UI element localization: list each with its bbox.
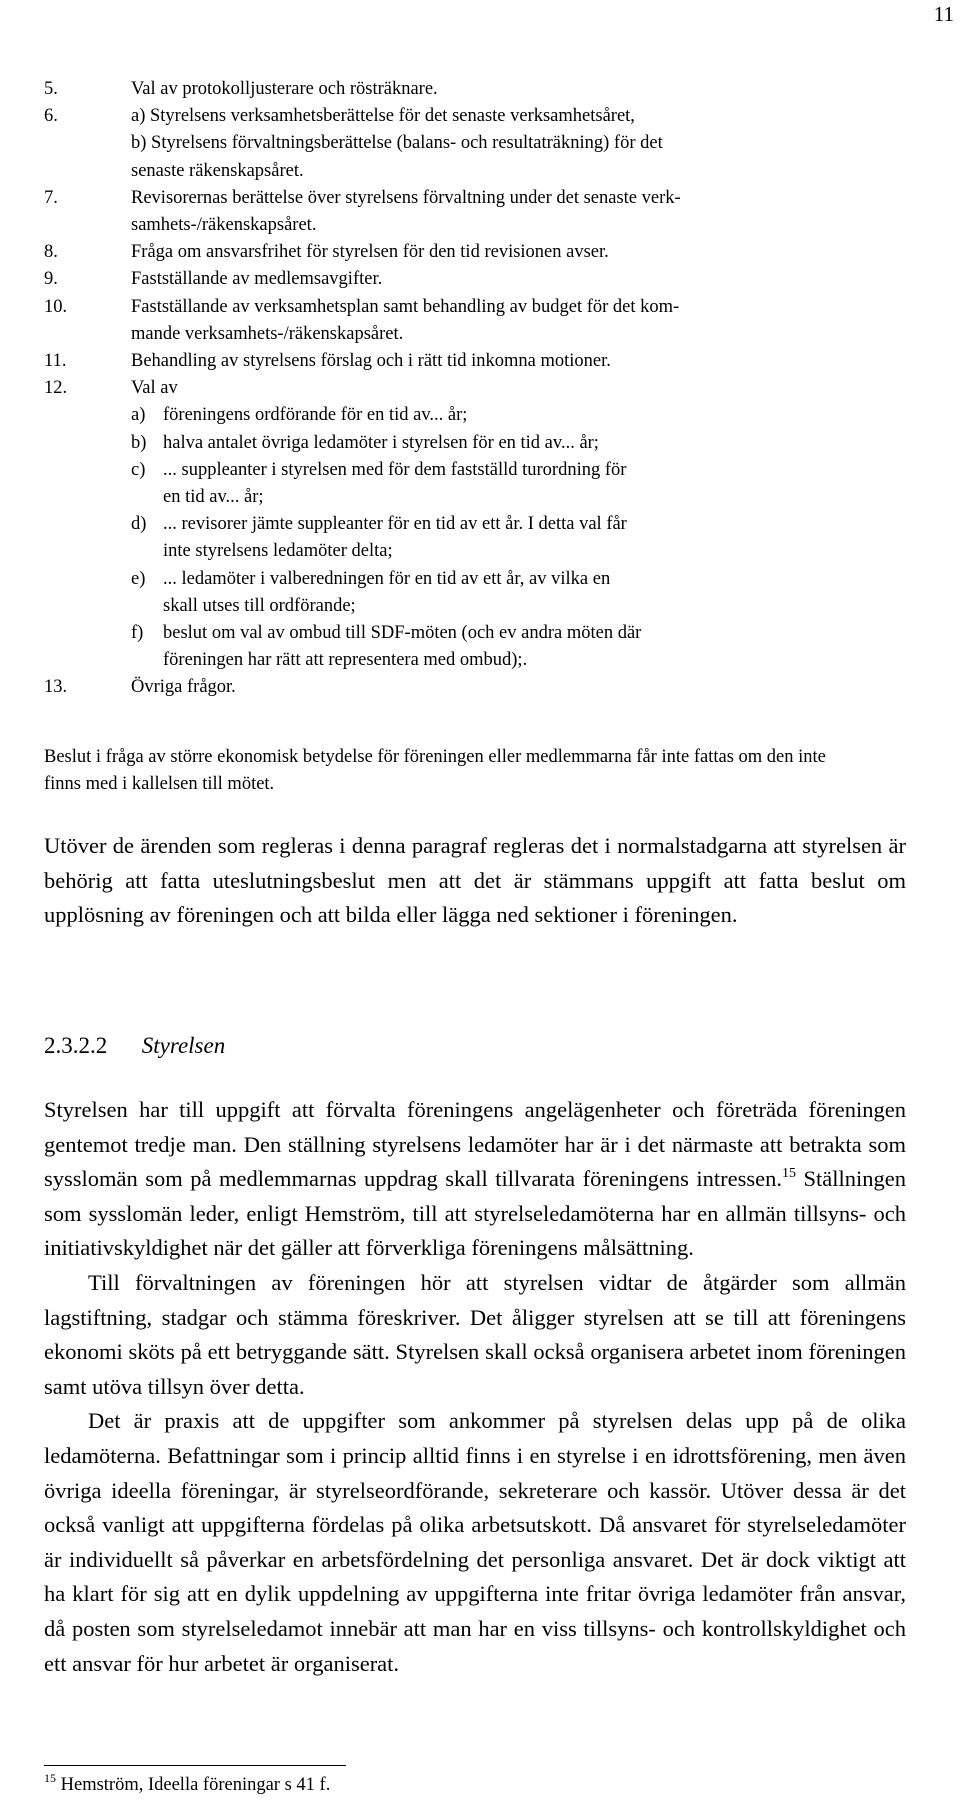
election-item (131, 402, 884, 429)
election-item-line: skall utses till ordförande; (163, 595, 356, 616)
election-item-letter: c) (131, 459, 146, 480)
election-item-text (163, 511, 884, 565)
agenda-item-number: 12. (44, 378, 68, 399)
agenda-item-line: a) Styrelsens verksamhetsberättelse för det senaste verksamhetsåret, (131, 106, 635, 127)
footnote-text: Hemström, Ideella föreningar s 41 f. (60, 1775, 331, 1795)
election-item (131, 566, 884, 620)
election-item-text: halva antalet övriga ledamöter i styrelsen för en tid av... år; (163, 432, 599, 453)
election-item-line: föreningen har rätt att representera med ombud);. (163, 650, 528, 671)
election-item (131, 457, 884, 511)
agenda-item-text (131, 185, 884, 239)
election-item-text (163, 457, 884, 511)
election-item-letter: d) (131, 514, 147, 535)
agenda-item-text (131, 375, 884, 674)
agenda-item (44, 294, 884, 348)
agenda-item-number: 10. (44, 296, 68, 317)
agenda-item-number: 7. (44, 187, 58, 208)
section-heading (44, 1033, 225, 1059)
paragraph-text: Styrelsen har till uppgift att förvalta föreningens angelägenheter och företräda föreningen gentemot tredje man. Den ställning styrelsens ledamöter har är i det närmaste att betrakta som sysslomän som på medlemmarnas uppdrag skall tillvarata föreningens intressen. (44, 1097, 906, 1192)
agenda-item-number: 9. (44, 269, 58, 290)
agenda-item-line: Fastställande av verksamhetsplan samt behandling av budget för det kom- (131, 296, 680, 317)
agenda-item-text (131, 294, 884, 348)
agenda-item (44, 103, 884, 185)
agenda-item (44, 76, 884, 103)
agenda-item-text: Behandling av styrelsens förslag och i rätt tid inkomna motioner. (131, 351, 611, 372)
paragraph-text: Ställningen som sysslomän leder, enligt Hemström, till att styrelseledamöterna har en allmän tillsyns- och initiativskyldighet när det gäller att förverkliga föreningens målsättning. (44, 1166, 906, 1261)
election-item-line: en tid av... år; (163, 487, 264, 508)
section-title: Styrelsen (141, 1033, 226, 1058)
election-item-letter: e) (131, 568, 146, 589)
footnote (44, 1771, 331, 1796)
election-item-letter: a) (131, 405, 146, 426)
agenda-item (44, 239, 884, 266)
paragraph: Det är praxis att de uppgifter som ankommer på styrelsen delas upp på de olika ledamöterna. Befattningar som i princip alltid finns i en styrelse i en idrottsförening, men även övriga ideella föreningar, är styrelseordförande, sekreterare och kassör. Utöver dessa är det också vanligt att uppgifterna fördelas på olika arbetsutskott. Då ansvaret för styrelseledamöter är individuellt så påverkar en arbetsfördelning det personliga ansvaret. Det är dock viktigt att ha klart för sig att en dylik uppdelning av uppgifterna inte fritar övriga ledamöter från ansvar, då posten som styrelseledamot innebär att man har en viss tillsyns- och kontrollskyldighet och ett ansvar för hur arbetet är organiserat. (44, 1408, 906, 1676)
election-item-text (163, 566, 884, 620)
agenda-item-text (131, 103, 884, 185)
election-item-letter: b) (131, 432, 147, 453)
paragraph: Utöver de ärenden som regleras i denna paragraf regleras det i normalstadgarna att styrelsen är behörig att fatta uteslutningsbeslut men att det är stämmans uppgift att fatta beslut om upplösning av föreningen och att bilda eller lägga ned sektioner i föreningen. (44, 833, 906, 928)
election-item (131, 620, 884, 674)
agenda-item-text: Val av protokolljusterare och rösträknare. (131, 79, 438, 99)
agenda-item-line: b) Styrelsens förvaltningsberättelse (balans- och resultaträkning) för det (131, 133, 663, 154)
agenda-item-text: Fastställande av medlemsavgifter. (131, 269, 383, 290)
page-number: 11 (933, 2, 954, 26)
agenda-item-line: samhets-/räkenskapsåret. (131, 215, 317, 236)
decision-note: Beslut i fråga av större ekonomisk betydelse för föreningen eller medlemmarna får inte fattas om den inte finns med i kallelsen till mötet. (44, 747, 826, 794)
election-item-text (163, 620, 884, 674)
paragraph: Till förvaltningen av föreningen hör att styrelsen vidtar de åtgärder som allmän lagstiftning, stadgar och stämma föreskriver. Det åligger styrelsen att se till att föreningens ekonomi sköts på ett betryggande sätt. Styrelsen skall också organisera arbetet inom föreningen samt utöva tillsyn över detta. (44, 1269, 906, 1399)
section-number: 2.3.2.2 (44, 1033, 108, 1058)
agenda-item-text: Fråga om ansvarsfrihet för styrelsen för den tid revisionen avser. (131, 242, 609, 263)
election-item (131, 430, 884, 457)
footnote-divider (44, 1765, 346, 1766)
election-item-line: ... ledamöter i valberedningen för en tid av ett år, av vilka en (163, 568, 611, 589)
election-item-line: ... revisorer jämte suppleanter för en tid av ett år. I detta val får (163, 514, 627, 535)
agenda-item (44, 375, 884, 674)
agenda-item-number: 5. (44, 79, 58, 99)
agenda-item (44, 266, 884, 293)
agenda-item-line: Val av (131, 378, 178, 399)
agenda-item (44, 348, 884, 375)
agenda-item-line: senaste räkenskapsåret. (131, 160, 304, 181)
footnote-reference[interactable]: 15 (781, 1166, 796, 1182)
agenda-item (44, 185, 884, 239)
footnote-number: 15 (44, 1771, 56, 1785)
agenda-item-number: 8. (44, 242, 58, 263)
agenda-item-number: 13. (44, 677, 68, 698)
agenda-item-line: mande verksamhets-/räkenskapsåret. (131, 323, 404, 344)
paragraph (44, 1093, 906, 1266)
section-body (44, 1093, 906, 1681)
agenda-list (44, 76, 884, 702)
election-item-line: ... suppleanter i styrelsen med för dem fastställd turordning för (163, 459, 627, 480)
agenda-item (44, 674, 884, 701)
agenda-item-line: Revisorernas berättelse över styrelsens förvaltning under det senaste verk- (131, 187, 681, 208)
election-item-line: inte styrelsens ledamöter delta; (163, 541, 393, 562)
election-item-letter: f) (131, 623, 144, 644)
agenda-item-number: 6. (44, 106, 58, 127)
agenda-item-number: 11. (44, 351, 67, 372)
election-item-text: föreningens ordförande för en tid av... år; (163, 405, 468, 426)
election-item (131, 511, 884, 565)
agenda-item-text: Övriga frågor. (131, 677, 236, 698)
election-item-line: beslut om val av ombud till SDF-möten (och ev andra möten där (163, 623, 642, 644)
